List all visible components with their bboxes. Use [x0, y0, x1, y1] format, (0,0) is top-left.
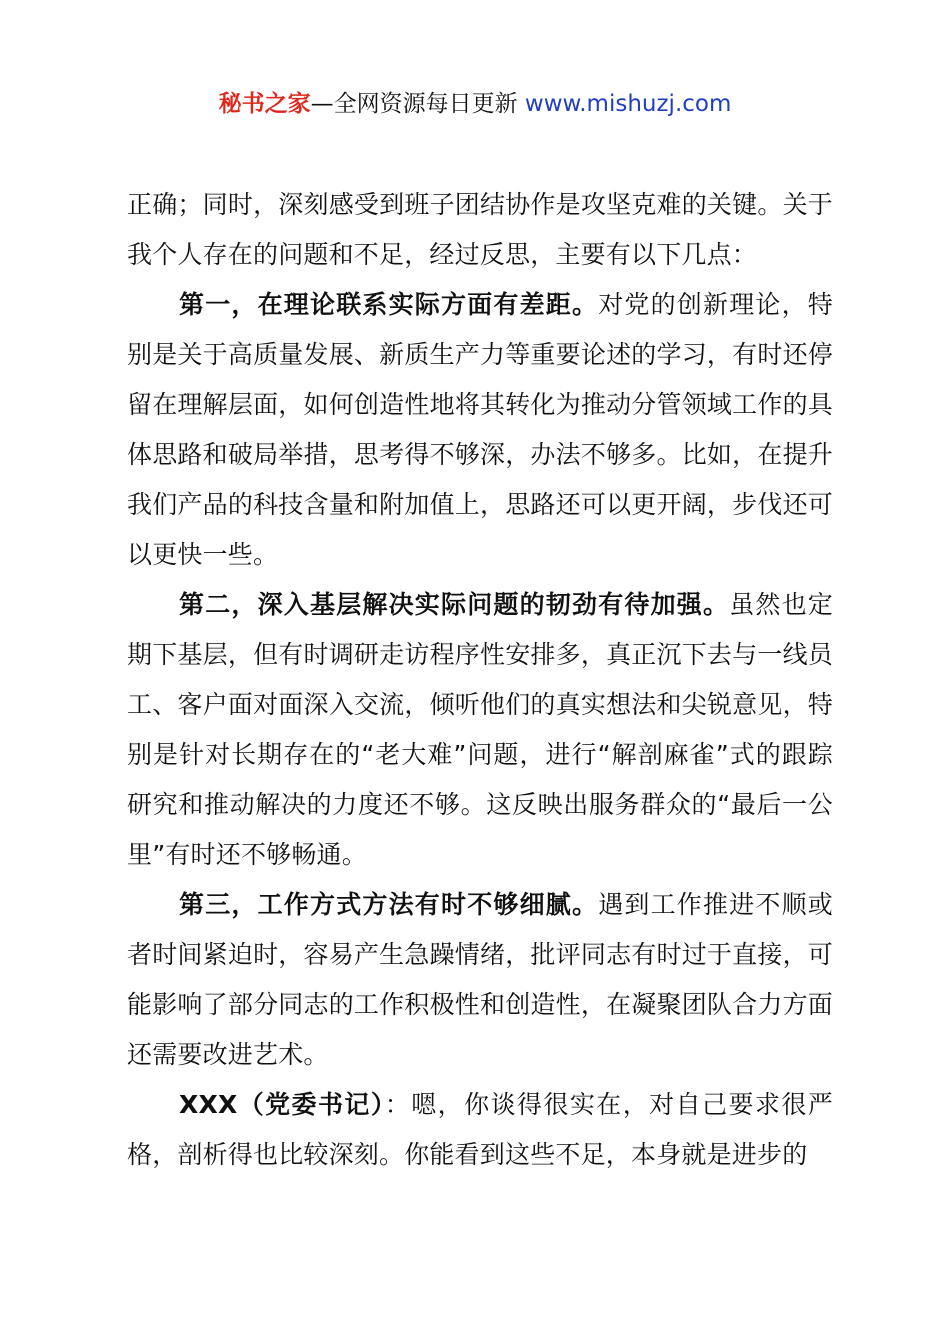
paragraph-intro [127, 180, 833, 280]
site-tagline: —全网资源每日更新 [310, 91, 525, 117]
paragraph-text: 对党的创新理论，特别是关于高质量发展、新质生产力等重要论述的学习，有时还停留在理解层面，如何创造性地将其转化为推动分管领域工作的具体思路和破局举措，思考得不够深，办法不够多。比如，在提升我们产品的科技含量和附加值上，思路还可以更开阔，步伐还可以更快一些。 [127, 290, 833, 569]
paragraph-text: 遇到工作推进不顺或者时间紧迫时，容易产生急躁情绪，批评同志有时过于直接，可能影响了部分同志的工作积极性和创造性，在凝聚团队合力方面还需要改进艺术。 [127, 890, 833, 1069]
paragraph-text: ：嗯，你谈得很实在，对自己要求很严格，剖析得也比较深刻。你能看到这些不足，本身就是进步的 [127, 1090, 833, 1169]
document-body [127, 180, 833, 1180]
paragraph-heading: 第三，工作方式方法有时不够细腻。 [179, 890, 599, 919]
paragraph-point-3 [127, 880, 833, 1080]
paragraph-text: 正确；同时，深刻感受到班子团结协作是攻坚克难的关键。关于我个人存在的问题和不足，经过反思，主要有以下几点： [127, 190, 833, 269]
paragraph-heading: 第一，在理论联系实际方面有差距。 [179, 290, 599, 319]
paragraph-dialogue [127, 1080, 833, 1180]
paragraph-point-1 [127, 280, 833, 580]
paragraph-heading: 第二，深入基层解决实际问题的韧劲有待加强。 [179, 590, 730, 619]
site-header [0, 86, 950, 122]
paragraph-point-2 [127, 580, 833, 880]
site-brand: 秘书之家 [218, 91, 311, 117]
speaker-label: XXX（党委书记） [179, 1090, 385, 1119]
site-url-link[interactable]: www.mishuzj.com [524, 91, 732, 117]
paragraph-text: 虽然也定期下基层，但有时调研走访程序性安排多，真正沉下去与一线员工、客户面对面深入交流，倾听他们的真实想法和尖锐意见，特别是针对长期存在的“老大难”问题，进行“解剖麻雀”式的跟踪研究和推动解决的力度还不够。这反映出服务群众的“最后一公里”有时还不够畅通。 [127, 590, 834, 869]
